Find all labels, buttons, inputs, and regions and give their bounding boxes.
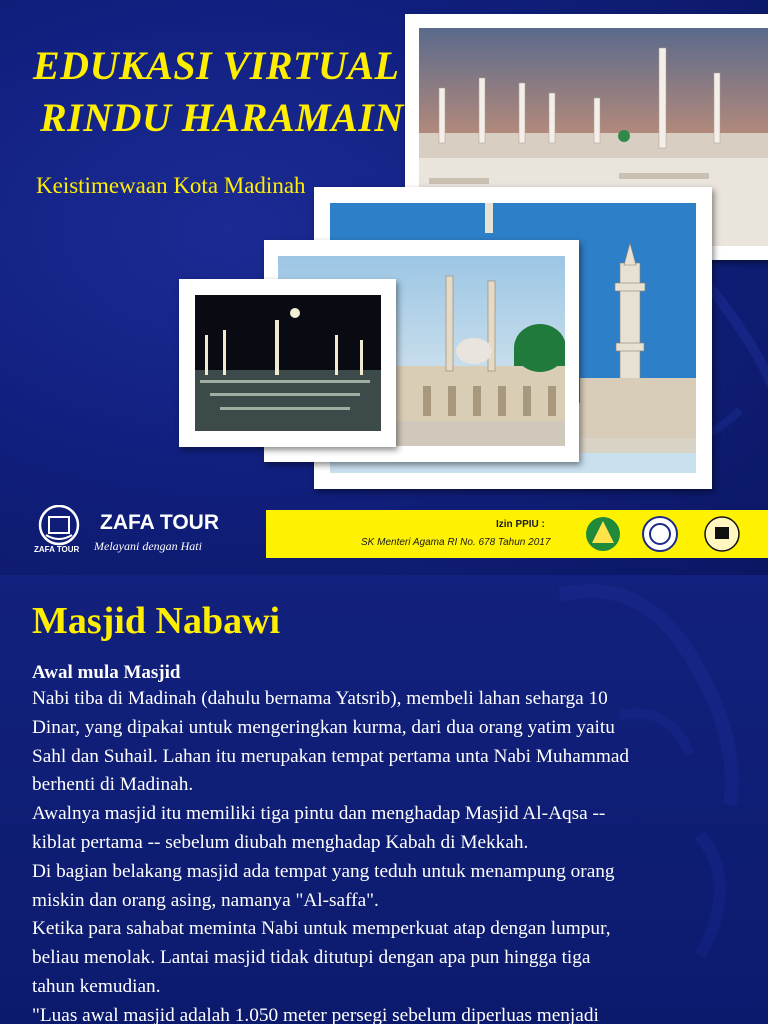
body-line: Dinar, yang dipakai untuk mengeringkan kurma, dari dua orang yatim yaitu (32, 716, 615, 738)
permit-label: Izin PPIU : (496, 519, 545, 530)
brand-logo-area (30, 505, 260, 565)
ministry-seal-icon (584, 515, 622, 553)
body-line: beliau menolak. Lantai masjid tidak ditutupi dengan apa pun hingga tiga (32, 947, 591, 969)
section-heading: Awal mula Masjid (32, 662, 181, 683)
article-body (32, 685, 768, 1024)
body-line: miskin dan orang asing, namanya "Al-saffa". (32, 889, 379, 911)
logo-caption: ZAFA TOUR (34, 545, 80, 554)
asita-seal-icon (641, 515, 679, 553)
body-line: "Luas awal masjid adalah 1.050 meter persegi sebelum diperluas menjadi (32, 1004, 599, 1024)
photo-night-mosque (179, 279, 396, 447)
body-line: Nabi tiba di Madinah (dahulu bernama Yatsrib), membeli lahan seharga 10 (32, 688, 608, 709)
slide-title-line-1: EDUKASI VIRTUAL (33, 43, 400, 88)
body-line: berhenti di Madinah. (32, 774, 194, 796)
body-line: tahun kemudian. (32, 975, 161, 997)
body-line: kiblat pertama -- sebelum diubah menghadap Kabah di Mekkah. (32, 831, 529, 853)
slide-subtitle: Keistimewaan Kota Madinah (36, 173, 306, 198)
permit-decree: SK Menteri Agama RI No. 678 Tahun 2017 (361, 537, 551, 548)
body-line: Sahl dan Suhail. Lahan itu merupakan tempat pertama unta Nabi Muhammad (32, 745, 630, 767)
article-section (0, 575, 768, 1024)
body-line: Ketika para sahabat meminta Nabi untuk memperkuat atap dengan lumpur, (32, 918, 611, 940)
zafa-tour-logo-icon (32, 505, 88, 549)
body-line: Di bagian belakang masjid ada tempat yang teduh untuk menampung orang (32, 860, 615, 882)
article-title: Masjid Nabawi (32, 600, 281, 642)
permit-banner (266, 510, 768, 558)
association-seal-icon (703, 515, 741, 553)
brand-tagline: Melayani dengan Hati (94, 539, 202, 553)
brand-name: ZAFA TOUR (100, 511, 219, 534)
body-line: Awalnya masjid itu memiliki tiga pintu dan menghadap Masjid Al-Aqsa -- (32, 803, 606, 825)
slide-title-line-2: RINDU HARAMAIN (40, 95, 404, 140)
